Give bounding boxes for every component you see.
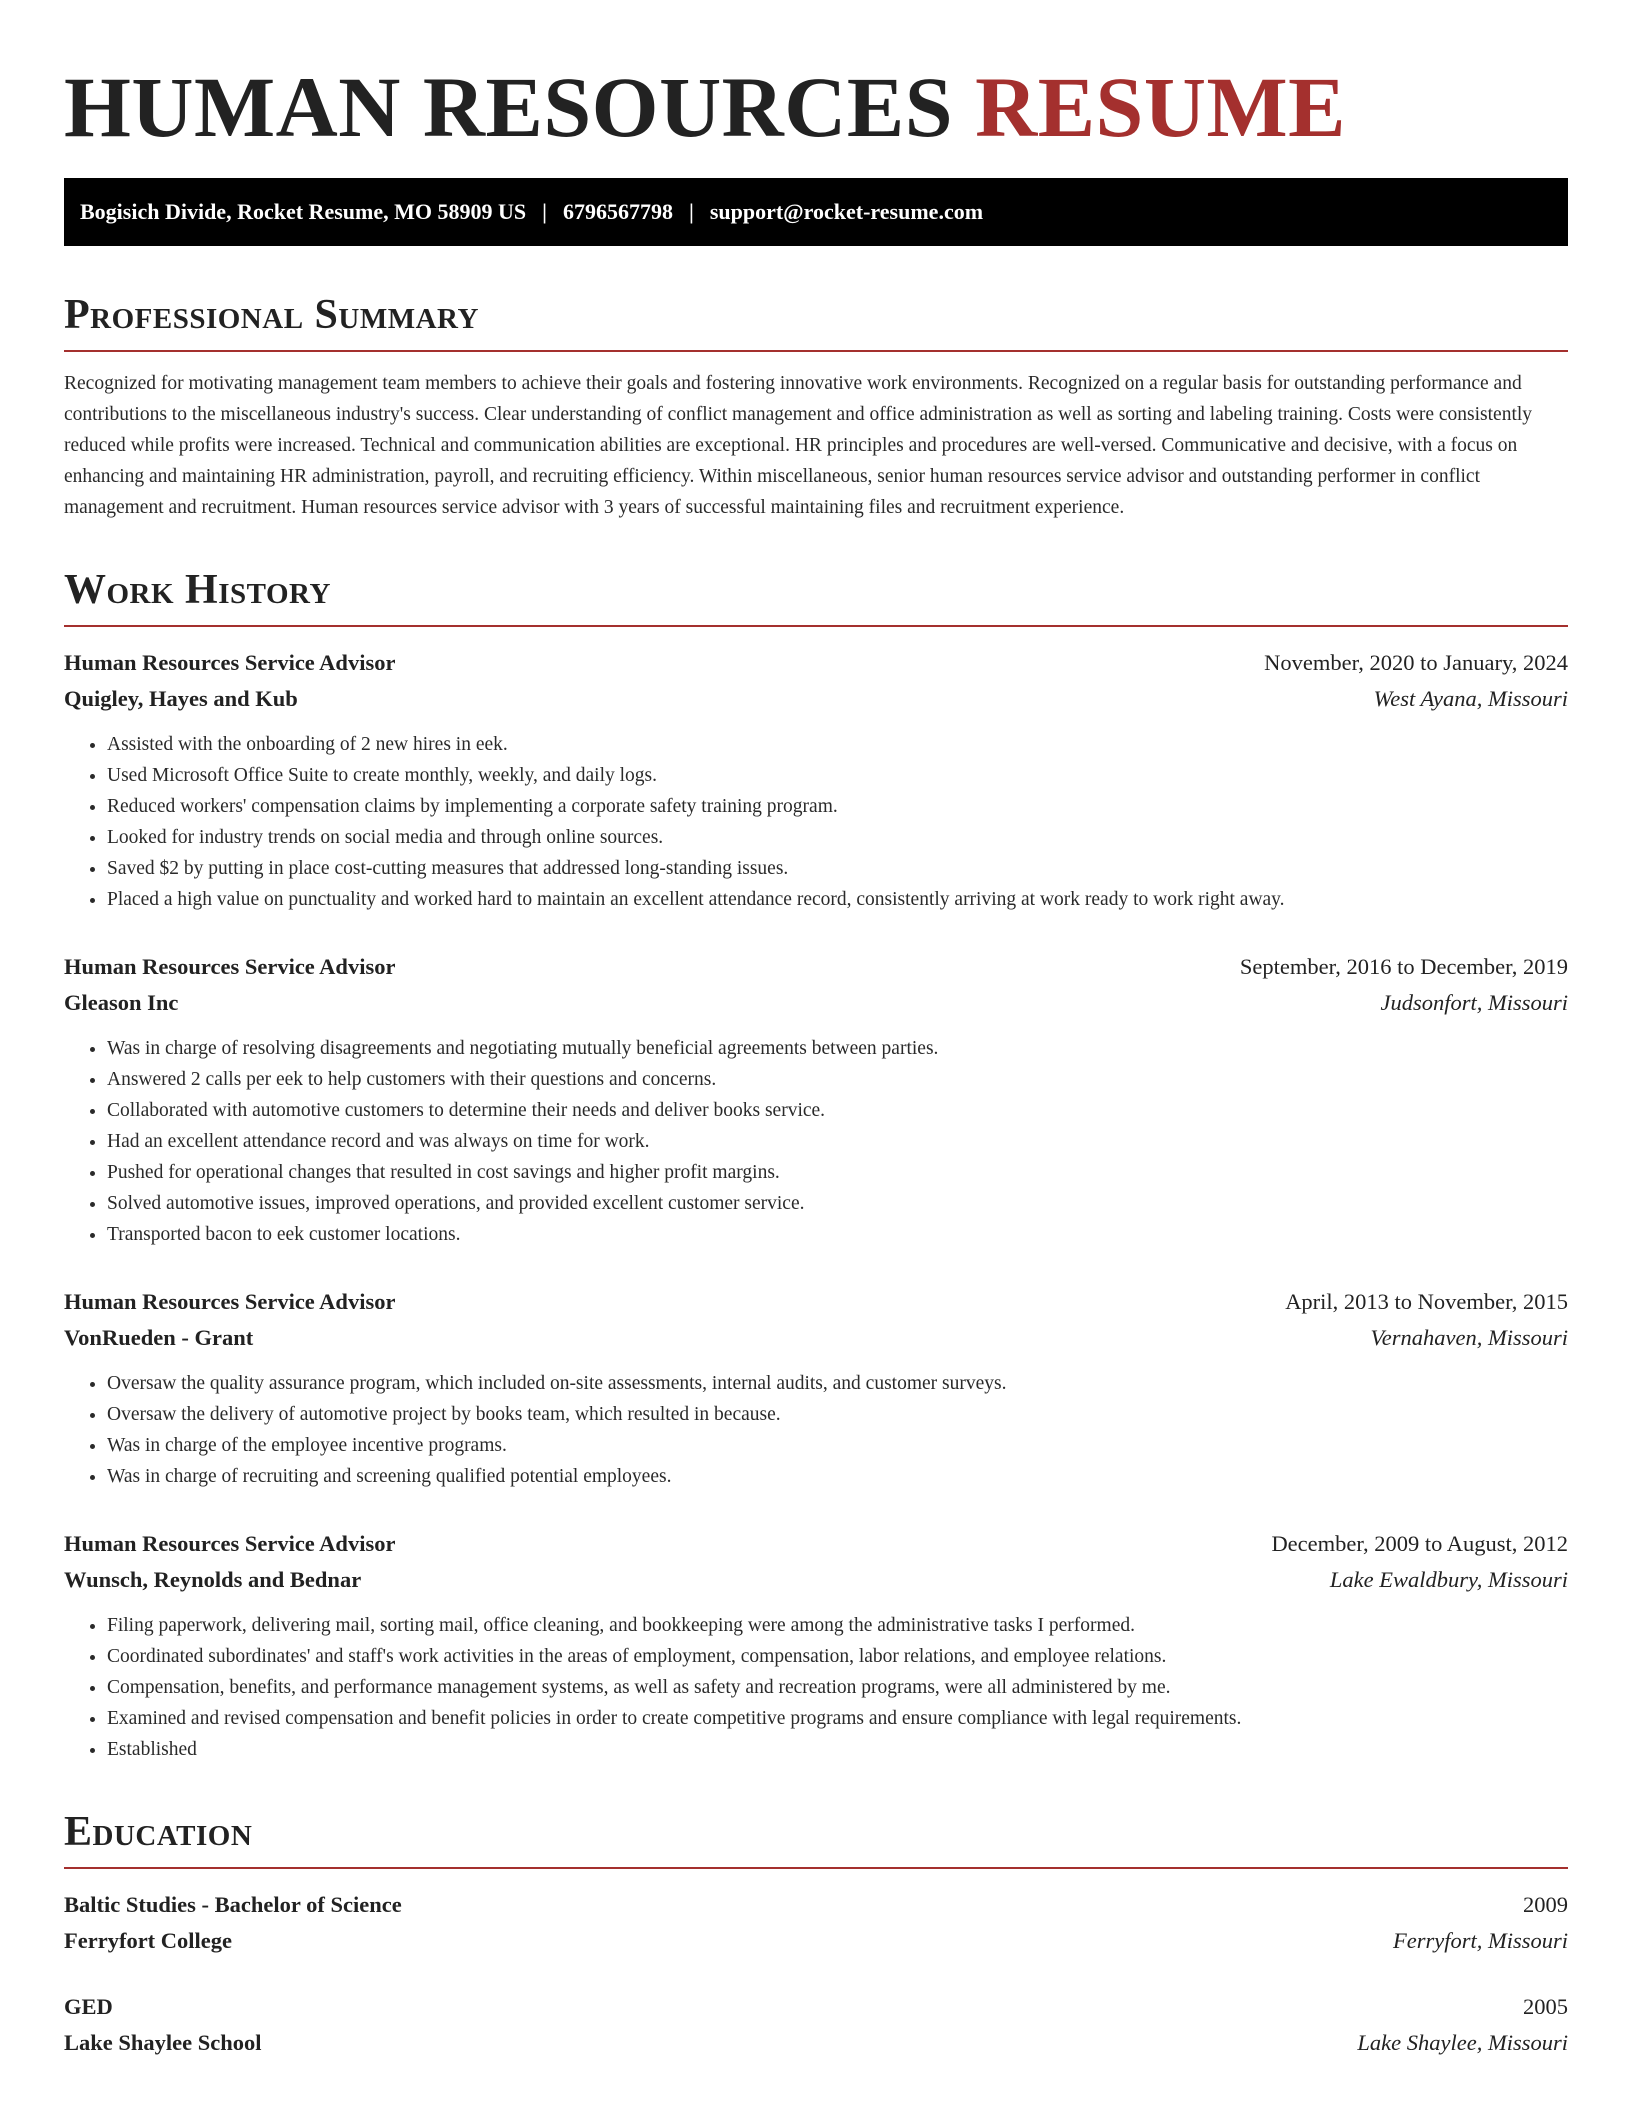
work-history-heading: Work History	[64, 569, 1568, 627]
contact-phone: 6796567798	[562, 199, 673, 224]
job-bullet: • Filing paperwork, delivering mail, sorting mail, office cleaning, and bookkeeping were among the administrative tasks I performed.	[107, 1610, 1568, 1641]
contact-address: Bogisich Divide, Rocket Resume, MO 58909 US	[80, 199, 527, 224]
job-title: Human Resources Service Advisor	[64, 1531, 396, 1556]
education-year: 2005	[1523, 1994, 1568, 2019]
job-company: Wunsch, Reynolds and Bednar	[64, 1567, 362, 1592]
education-year: 2009	[1523, 1892, 1568, 1917]
job-bullet: • Examined and revised compensation and benefit policies in order to create competitive programs and ensure compliance with legal requirements.	[107, 1703, 1568, 1734]
job-title: Human Resources Service Advisor	[64, 954, 396, 979]
job-company-row	[64, 1320, 1568, 1356]
job-location: Judsonfort, Missouri	[1380, 990, 1568, 1015]
education-school: Ferryfort College	[64, 1928, 233, 1953]
education-entry	[64, 1887, 1568, 1959]
job-bullet: • Oversaw the quality assurance program, which included on-site assessments, internal audits, and customer surveys.	[107, 1368, 1568, 1399]
job-header-row	[64, 1526, 1568, 1562]
job-location: Lake Ewaldbury, Missouri	[1329, 1567, 1568, 1592]
education-degree-row	[64, 1989, 1568, 2025]
job-entry	[64, 1526, 1568, 1765]
job-dates: November, 2020 to January, 2024	[1264, 650, 1568, 675]
job-company-row	[64, 681, 1568, 717]
summary-heading: Professional Summary	[64, 294, 1568, 352]
job-bullet: • Coordinated subordinates' and staff's work activities in the areas of employment, compensation, labor relations, and employee relations.	[107, 1641, 1568, 1672]
education-school-row	[64, 2025, 1568, 2061]
education-location: Ferryfort, Missouri	[1392, 1928, 1568, 1953]
education-heading: Education	[64, 1811, 1568, 1869]
job-bullet: • Compensation, benefits, and performance management systems, as well as safety and recreation programs, were all administered by me.	[107, 1672, 1568, 1703]
title-accent: RESUME	[975, 59, 1347, 155]
job-bullet: • Had an excellent attendance record and was always on time for work.	[107, 1126, 1568, 1157]
job-company-row	[64, 985, 1568, 1021]
job-bullet: • Transported bacon to eek customer locations.	[107, 1219, 1568, 1250]
work-history-section	[64, 569, 1568, 1765]
summary-section	[64, 294, 1568, 523]
job-title: Human Resources Service Advisor	[64, 650, 396, 675]
job-bullet: • Solved automotive issues, improved operations, and provided excellent customer service.	[107, 1188, 1568, 1219]
job-bullet: • Oversaw the delivery of automotive project by books team, which resulted in because.	[107, 1399, 1568, 1430]
job-bullet: • Was in charge of resolving disagreements and negotiating mutually beneficial agreements between parties.	[107, 1033, 1568, 1064]
job-bullet: • Used Microsoft Office Suite to create monthly, weekly, and daily logs.	[107, 760, 1568, 791]
job-header-row	[64, 1284, 1568, 1320]
job-bullets	[64, 1033, 1568, 1250]
education-location: Lake Shaylee, Missouri	[1357, 2030, 1568, 2055]
job-header-row	[64, 645, 1568, 681]
job-company: Gleason Inc	[64, 990, 179, 1015]
contact-separator: |	[542, 199, 547, 224]
job-bullet: • Pushed for operational changes that resulted in cost savings and higher profit margins.	[107, 1157, 1568, 1188]
job-header-row	[64, 949, 1568, 985]
education-school-row	[64, 1923, 1568, 1959]
contact-separator: |	[688, 199, 694, 224]
contact-bar	[64, 178, 1568, 246]
education-degree: GED	[64, 1994, 113, 2019]
job-company-row	[64, 1562, 1568, 1598]
job-bullets	[64, 729, 1568, 915]
job-bullet: • Answered 2 calls per eek to help customers with their questions and concerns.	[107, 1064, 1568, 1095]
job-bullets	[64, 1610, 1568, 1765]
job-bullet: • Collaborated with automotive customers to determine their needs and deliver books service.	[107, 1095, 1568, 1126]
contact-email: support@rocket-resume.com	[709, 199, 984, 224]
job-bullet: • Reduced workers' compensation claims by implementing a corporate safety training program.	[107, 791, 1568, 822]
job-bullet: • Was in charge of recruiting and screening qualified potential employees.	[107, 1461, 1568, 1492]
job-bullets	[64, 1368, 1568, 1492]
job-dates: December, 2009 to August, 2012	[1271, 1531, 1568, 1556]
job-bullet: • Placed a high value on punctuality and worked hard to maintain an excellent attendance record, consistently arriving at work ready to work right away.	[107, 884, 1568, 915]
title-main: HUMAN RESOURCES	[64, 59, 954, 155]
education-entry	[64, 1989, 1568, 2061]
job-bullet: • Saved $2 by putting in place cost-cutting measures that addressed long-standing issues.	[107, 853, 1568, 884]
job-company: Quigley, Hayes and Kub	[64, 686, 298, 711]
job-bullet: • Looked for industry trends on social media and through online sources.	[107, 822, 1568, 853]
job-dates: April, 2013 to November, 2015	[1285, 1289, 1568, 1314]
job-entry	[64, 949, 1568, 1250]
summary-text: Recognized for motivating management team members to achieve their goals and fostering innovative work environments. Recognized on a regular basis for outstanding performance and contributions to the miscellaneous industry's success. Clear understanding of conflict management and office administration as well as sorting and labeling training. Costs were consistently reduced while profits were increased. Technical and communication abilities are exceptional. HR principles and procedures are well-versed. Communicative and decisive, with a focus on enhancing and maintaining HR administration, payroll, and recruiting efficiency. Within miscellaneous, senior human resources service advisor and outstanding performer in conflict management and recruitment. Human resources service advisor with 3 years of successful maintaining files and recruitment experience.	[64, 373, 1533, 518]
job-bullet: • Was in charge of the employee incentive programs.	[107, 1430, 1568, 1461]
resume-title	[64, 56, 1568, 155]
job-company: VonRueden - Grant	[64, 1325, 254, 1350]
job-location: Vernahaven, Missouri	[1370, 1325, 1568, 1350]
education-degree: Baltic Studies - Bachelor of Science	[64, 1892, 402, 1917]
education-section	[64, 1811, 1568, 2061]
job-bullet: • Established	[107, 1734, 1568, 1765]
job-dates: September, 2016 to December, 2019	[1239, 954, 1568, 979]
education-school: Lake Shaylee School	[64, 2030, 262, 2055]
job-entry	[64, 1284, 1568, 1492]
job-entry	[64, 645, 1568, 915]
job-location: West Ayana, Missouri	[1373, 686, 1568, 711]
job-title: Human Resources Service Advisor	[64, 1289, 396, 1314]
education-degree-row	[64, 1887, 1568, 1923]
job-bullet: • Assisted with the onboarding of 2 new hires in eek.	[107, 729, 1568, 760]
